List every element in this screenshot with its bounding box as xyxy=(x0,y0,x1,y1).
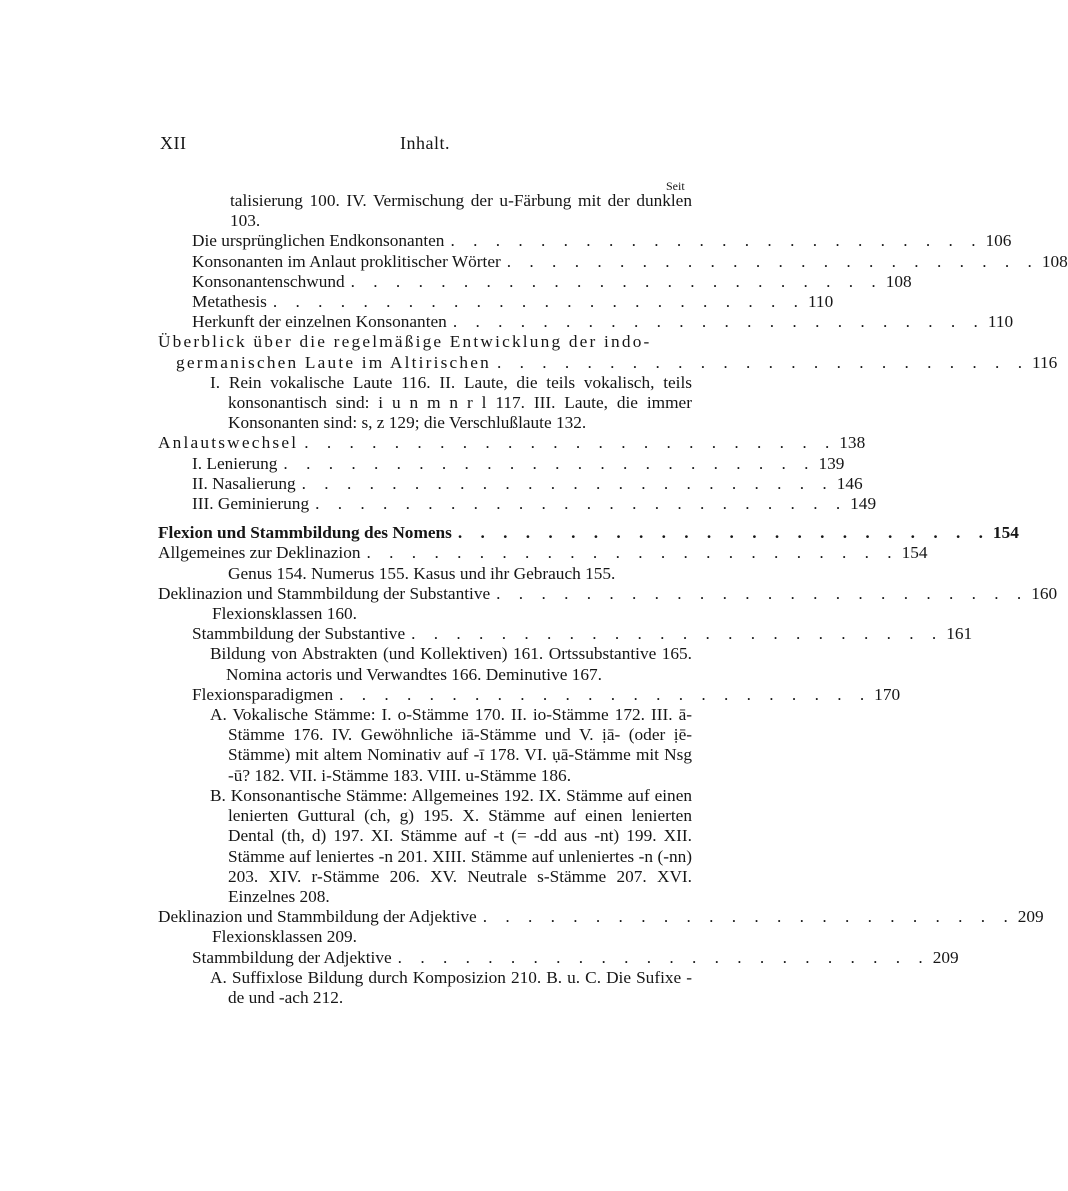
toc-leader-dots: . . . . . . . . . . . . . . . . . . . . . . . . xyxy=(304,433,837,453)
toc-entry[interactable] xyxy=(158,231,1012,251)
toc-leader-dots: . . . . . . . . . . . . . . . . . . . . . . . . xyxy=(339,684,872,704)
toc-entry[interactable] xyxy=(158,292,834,312)
toc-entry-continuation xyxy=(158,191,692,231)
toc-chapter[interactable] xyxy=(158,523,1019,543)
toc-entry[interactable] xyxy=(158,473,863,494)
section-gap xyxy=(158,514,692,523)
toc-entry[interactable] xyxy=(158,624,973,644)
table-of-contents xyxy=(158,191,1068,1008)
toc-entry-text: Flexionsklassen 209. xyxy=(212,927,357,947)
toc-entry-title: Anlautswechsel xyxy=(158,433,299,453)
toc-entry-page: 108 xyxy=(885,271,912,291)
toc-entry-title: Die ursprünglichen Endkonsonanten xyxy=(192,231,445,251)
toc-entry-text: Bildung von Abstrakten (und Kollektiven) 161. Ortssubstantive 165. Nomina actoris und Verwandtes 166. Deminutive 167. xyxy=(210,644,692,684)
toc-entry-title: germanischen Laute im Altirischen xyxy=(176,352,491,372)
running-header xyxy=(160,133,670,157)
toc-entry[interactable] xyxy=(158,312,1014,332)
toc-entry-page: 154 xyxy=(901,543,928,563)
toc-entry-page: 209 xyxy=(932,947,959,967)
toc-entry-description xyxy=(158,927,692,947)
toc-leader-dots: . . . . . . . . . . . . . . . . . . . . . . . . xyxy=(496,583,1029,603)
toc-entry[interactable] xyxy=(158,494,877,514)
toc-entry-title: Deklinazion und Stammbildung der Adjektive xyxy=(158,907,477,927)
toc-leader-dots: . . . . . . . . . . . . . . . . . . . . . . . . xyxy=(301,473,834,493)
page-title: Inhalt. xyxy=(400,133,450,153)
toc-entry-page: 116 xyxy=(1032,352,1058,372)
toc-entry-title: Stammbildung der Adjektive xyxy=(192,947,392,967)
toc-entry-page: 146 xyxy=(836,473,863,493)
toc-entry-title: Flexionsparadigmen xyxy=(192,684,334,704)
toc-entry[interactable] xyxy=(158,684,901,705)
toc-entry-title: Stammbildung der Substantive xyxy=(192,624,406,644)
toc-entry-page: 108 xyxy=(1041,251,1068,271)
toc-entry-page: 209 xyxy=(1017,907,1044,927)
toc-entry-title: I. Lenierung xyxy=(192,453,278,473)
toc-entry-description xyxy=(158,644,692,684)
page-column-label: Seit xyxy=(666,179,685,193)
toc-entry[interactable] xyxy=(158,433,866,453)
toc-chapter-title: Flexion und Stammbildung des Nomens xyxy=(158,523,452,543)
toc-entry[interactable] xyxy=(158,271,912,292)
toc-heading[interactable] xyxy=(158,332,692,352)
toc-entry-title: Allgemeines zur Deklinazion xyxy=(158,543,361,563)
toc-leader-dots: . . . . . . . . . . . . . . . . . . . . . . . . xyxy=(272,292,805,312)
toc-entry-page: 138 xyxy=(839,433,866,453)
toc-subentry-description xyxy=(158,786,692,907)
toc-entry-text: talisierung 100. IV. Vermischung der u-Färbung mit der dunklen 103. xyxy=(230,191,692,231)
toc-leader-dots: . . . . . . . . . . . . . . . . . . . . . . . . xyxy=(315,494,848,514)
toc-entry-page: 154 xyxy=(992,523,1019,543)
toc-leader-dots: . . . . . . . . . . . . . . . . . . . . . . . . xyxy=(366,543,899,563)
toc-entry-description xyxy=(158,604,692,624)
toc-entry-page: 160 xyxy=(1031,583,1058,603)
toc-entry-description xyxy=(158,564,692,584)
toc-subentry-description xyxy=(158,705,692,786)
toc-entry-title: Konsonantenschwund xyxy=(192,271,345,291)
toc-entry-text: I. Rein vokalische Laute 116. II. Laute, die teils vokalisch, teils konsonantisch sind: i u n m n r l 117. III. Laute, die immer Konsonanten sind: s, z 129; die Verschlußlaute 132. xyxy=(210,372,692,433)
toc-entry-page: 139 xyxy=(818,453,845,473)
toc-leader-dots: . . . . . . . . . . . . . . . . . . . . . . . . xyxy=(397,947,930,967)
toc-leader-dots: . . . . . . . . . . . . . . . . . . . . . . . . xyxy=(457,523,990,543)
toc-entry[interactable] xyxy=(158,907,1044,927)
toc-entry-page: 106 xyxy=(985,231,1012,251)
toc-entry-title: III. Geminierung xyxy=(192,494,310,514)
toc-leader-dots: . . . . . . . . . . . . . . . . . . . . . . . . xyxy=(350,271,883,291)
toc-entry-page: 149 xyxy=(850,494,877,514)
page-number: XII xyxy=(160,133,187,153)
toc-entry[interactable] xyxy=(158,543,928,563)
toc-entry-text: Genus 154. Numerus 155. Kasus und ihr Gebrauch 155. xyxy=(228,563,616,583)
toc-entry-text: A. Suffixlose Bildung durch Komposizion 210. B. u. C. Die Sufixe -de und -ach 212. xyxy=(210,967,692,1007)
toc-entry-title: Herkunft der einzelnen Konsonanten xyxy=(192,312,447,332)
toc-entry-text: Flexionsklassen 160. xyxy=(212,604,357,624)
toc-entry-text: B. Konsonantische Stämme: Allgemeines 192. IX. Stämme auf einen lenierten Guttural (ch, g) 195. X. Stämme auf einen lenierten Dental (th, d) 197. XI. Stämme auf -t (= -dd aus -nt) 199. XII. Stämme auf leniertes -n 201. XIII. Stämme auf unleniertes -n (-nn) 203. XIV. r-Stämme 206. XV. Neutrale s-Stämme 207. XVI. Einzelnes 208. xyxy=(210,785,692,906)
toc-entry-page: 110 xyxy=(987,312,1014,332)
toc-leader-dots: . . . . . . . . . . . . . . . . . . . . . . . . xyxy=(411,624,944,644)
toc-leader-dots: . . . . . . . . . . . . . . . . . . . . . . . . xyxy=(283,453,816,473)
toc-leader-dots: . . . . . . . . . . . . . . . . . . . . . . . . xyxy=(452,312,985,332)
toc-entry-page: 170 xyxy=(874,684,901,704)
toc-entry-title: Metathesis xyxy=(192,292,267,312)
toc-leader-dots: . . . . . . . . . . . . . . . . . . . . . . . . xyxy=(496,352,1030,372)
toc-subentry-description xyxy=(158,968,692,1008)
toc-entry-text: A. Vokalische Stämme: I. o-Stämme 170. II. io-Stämme 172. III. ā-Stämme 176. IV. Gewöhnliche iā-Stämme und V. ịā- (oder ịē-Stämme) mit altem Nominativ auf -ī 178. VI. ụā-Stämme mit Nsg -ū? 182. VII. i-Stämme 183. VIII. u-Stämme 186. xyxy=(210,705,692,785)
toc-leader-dots: . . . . . . . . . . . . . . . . . . . . . . . . xyxy=(506,251,1039,271)
toc-entry[interactable] xyxy=(158,583,1058,604)
toc-leader-dots: . . . . . . . . . . . . . . . . . . . . . . . . xyxy=(482,907,1015,927)
toc-heading-continuation[interactable] xyxy=(158,352,1058,373)
toc-entry-page: 110 xyxy=(807,292,834,312)
toc-subentry-description xyxy=(158,373,692,434)
toc-entry-page: 161 xyxy=(946,624,973,644)
toc-entry[interactable] xyxy=(158,947,959,968)
toc-entry-title: II. Nasalierung xyxy=(192,473,296,493)
toc-entry[interactable] xyxy=(158,453,845,474)
toc-heading-text: Überblick über die regelmäßige Entwicklung der indo- xyxy=(158,332,652,352)
toc-entry-title: Konsonanten im Anlaut proklitischer Wörter xyxy=(192,251,501,271)
toc-entry-title: Deklinazion und Stammbildung der Substantive xyxy=(158,583,491,603)
toc-entry[interactable] xyxy=(158,251,1068,272)
toc-leader-dots: . . . . . . . . . . . . . . . . . . . . . . . . xyxy=(450,231,983,251)
